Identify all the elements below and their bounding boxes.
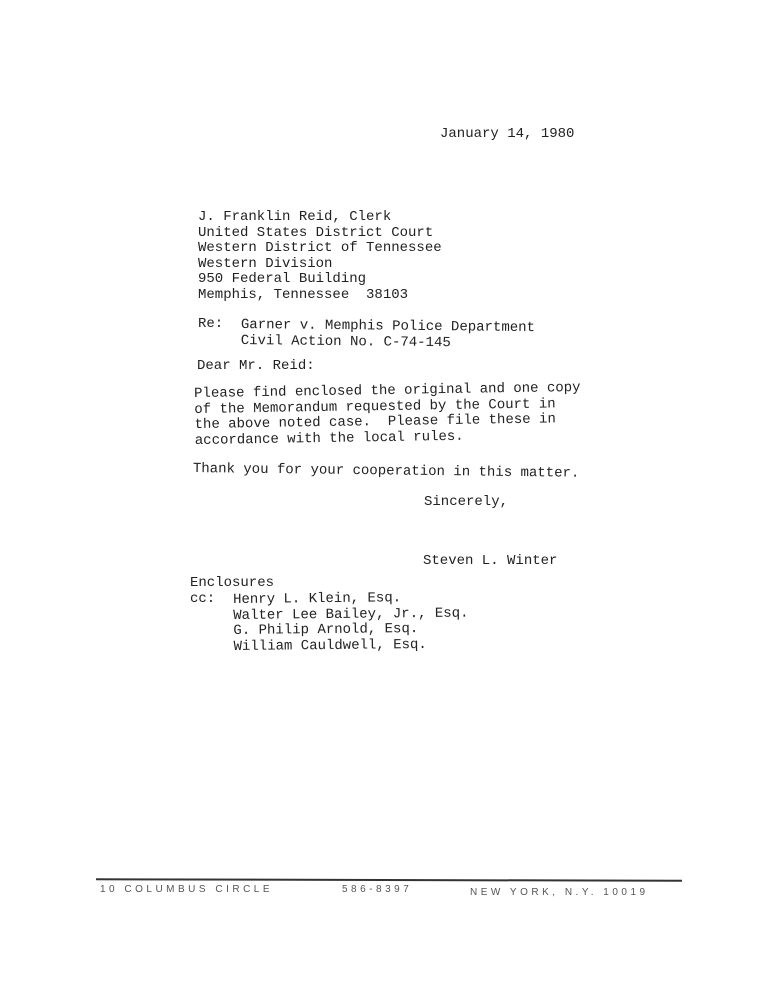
re-subject bbox=[241, 318, 535, 352]
address-line: Western District of Tennessee bbox=[198, 240, 442, 256]
address-line: United States District Court bbox=[198, 224, 434, 241]
recipient-address bbox=[198, 210, 442, 303]
footer-city: NEW YORK, N.Y. 10019 bbox=[470, 887, 649, 898]
body-line: the above noted case. Please file these in bbox=[194, 411, 556, 433]
re-line: Garner v. Memphis Police Department bbox=[240, 317, 536, 337]
salutation: Dear Mr. Reid: bbox=[197, 358, 315, 374]
body-line: Please find enclosed the original and one copy bbox=[193, 379, 581, 402]
footer-rule bbox=[96, 878, 682, 882]
letter-date: January 14, 1980 bbox=[440, 126, 575, 142]
cc-name: William Cauldwell, Esq. bbox=[233, 636, 427, 655]
closing: Sincerely, bbox=[424, 494, 509, 510]
body-paragraph bbox=[194, 381, 581, 449]
enclosures: Enclosures bbox=[190, 575, 275, 591]
re-label: Re: bbox=[198, 316, 224, 332]
cc-name: Henry L. Klein, Esq. bbox=[232, 590, 402, 608]
cc-label: cc: bbox=[190, 591, 216, 607]
footer-phone: 586-8397 bbox=[342, 884, 413, 895]
re-line: Civil Action No. C-74-145 bbox=[240, 332, 451, 351]
footer-address: 10 COLUMBUS CIRCLE bbox=[100, 884, 274, 895]
address-line: Western Division bbox=[198, 255, 333, 272]
address-line: J. Franklin Reid, Clerk bbox=[198, 209, 392, 225]
cc-list bbox=[233, 591, 469, 655]
thanks-paragraph: Thank you for your cooperation in this matter. bbox=[192, 461, 580, 482]
signer-name: Steven L. Winter bbox=[423, 553, 558, 569]
body-line: of the Memorandum requested by the Court in bbox=[194, 395, 556, 418]
address-line: 950 Federal Building bbox=[198, 271, 367, 287]
cc-name: Walter Lee Bailey, Jr., Esq. bbox=[233, 605, 469, 624]
cc-name: G. Philip Arnold, Esq. bbox=[233, 621, 419, 639]
address-line: Memphis, Tennessee 38103 bbox=[198, 286, 409, 303]
body-line: accordance with the local rules. bbox=[194, 428, 464, 449]
